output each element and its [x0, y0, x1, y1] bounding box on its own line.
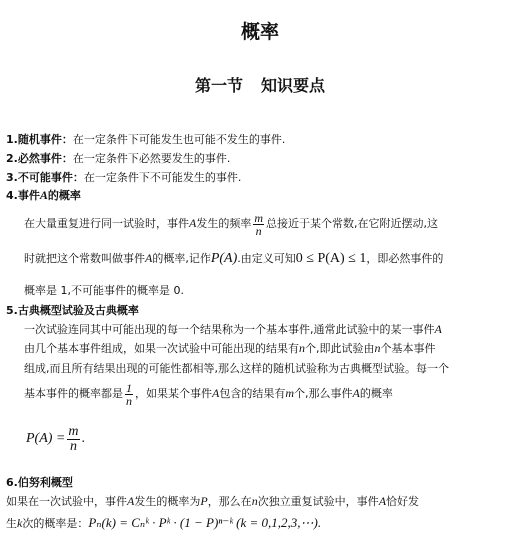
- text: 发生的概率为: [134, 495, 201, 508]
- text: ，如果某个事件: [135, 387, 212, 400]
- section-name: 知识要点: [261, 76, 326, 95]
- denominator: n: [126, 393, 132, 408]
- math-inequality: 0 ≤ P(A) ≤ 1: [295, 251, 367, 266]
- math-var: A: [434, 322, 442, 336]
- item4-heading: [6, 187, 81, 203]
- math-var: n: [299, 341, 305, 355]
- math-var: n: [374, 341, 381, 355]
- item-impossible-event: [6, 169, 241, 185]
- item-number: 2.: [6, 152, 18, 165]
- item4-line3: 概率是 1,不可能事件的概率是 0.: [24, 284, 184, 297]
- numerator: 1: [126, 380, 132, 395]
- item5-line2: [24, 340, 436, 356]
- item-number: 5.: [6, 304, 18, 317]
- math-var: A: [352, 386, 360, 400]
- text: 个,那么事件: [294, 387, 353, 400]
- item6-line1: [6, 493, 419, 509]
- page-title: 概率: [240, 21, 279, 43]
- text: 包含的结果有: [219, 387, 286, 400]
- text: .由定义可知: [237, 252, 296, 265]
- text: 恰好发: [386, 495, 420, 508]
- text: 的概率: [359, 387, 393, 400]
- text: 一次试验连同其中可能出现的每一个结果称为一个基本事件,通常此试验中的某一事件: [24, 323, 435, 336]
- text: 在大量重复进行同一试验时，事件: [24, 217, 189, 230]
- math-var: m: [285, 386, 295, 400]
- item-random-event: [6, 131, 285, 147]
- formula-fraction: [67, 425, 79, 454]
- item-text: 在一定条件下不可能发生的事件.: [83, 171, 242, 184]
- item-heading: 不可能事件：: [17, 171, 84, 184]
- item-certain-event: [6, 150, 230, 166]
- heading-text: 古典概型试验及古典概率: [17, 304, 139, 317]
- text: 个基本事件: [380, 342, 436, 355]
- math-var: P: [200, 494, 208, 508]
- bernoulli-formula: Pₙ(k) = Cₙᵏ · Pᵏ · (1 − P)ⁿ⁻ᵏ (k = 0,1,2,3,⋯).: [88, 515, 322, 530]
- item5-heading: [6, 302, 139, 318]
- item-number: 4.: [6, 189, 18, 202]
- heading-text: 的概率: [47, 189, 81, 202]
- probability-fraction: [125, 382, 133, 407]
- math-var: A: [189, 216, 197, 230]
- item-heading: 必然事件：: [17, 152, 73, 165]
- heading-text: 事件: [17, 189, 40, 202]
- math-var: n: [251, 494, 258, 508]
- text: 的概率,记作: [152, 252, 211, 265]
- text: 个,即此试验由: [305, 342, 375, 355]
- text: 如果在一次试验中，事件: [6, 495, 127, 508]
- item-heading: 随机事件：: [17, 133, 73, 146]
- text: 发生的频率: [196, 217, 252, 230]
- item5-line4: [24, 378, 393, 409]
- classical-probability-formula: [26, 421, 85, 457]
- numerator: m: [254, 210, 264, 225]
- item-number: 1.: [6, 133, 18, 146]
- math-var: A: [212, 386, 220, 400]
- math-expression: P(A): [210, 251, 238, 266]
- item-text: 在一定条件下可能发生也可能不发生的事件.: [72, 133, 286, 146]
- numerator: m: [68, 423, 79, 439]
- item4-line1: [24, 208, 438, 239]
- text: 次的概率是：: [22, 517, 89, 530]
- denominator: n: [69, 438, 77, 454]
- item5-line1: [24, 321, 442, 337]
- text: ，即必然事件的: [366, 252, 444, 265]
- math-var: A: [39, 188, 48, 202]
- item6-line2: [6, 515, 321, 531]
- item-number: 3.: [6, 171, 18, 184]
- item-text: 在一定条件下必然要发生的事件.: [72, 152, 231, 165]
- item6-heading: [6, 474, 73, 490]
- text: 生: [6, 517, 17, 530]
- text: 基本事件的概率都是: [24, 387, 123, 400]
- text: 时就把这个常数叫做事件: [24, 252, 145, 265]
- item4-line2: [24, 250, 443, 267]
- math-var: A: [127, 494, 135, 508]
- math-var: A: [145, 251, 153, 265]
- text: 次独立重复试验中，事件: [257, 495, 379, 508]
- formula-end: .: [81, 431, 85, 446]
- item-number: 6.: [6, 476, 18, 489]
- math-var: k: [17, 516, 23, 530]
- section-number: 第一节: [194, 76, 243, 95]
- text: 总接近于某个常数,在它附近摆动,这: [266, 217, 439, 230]
- formula-lhs: P(A) =: [26, 431, 66, 446]
- text: 由几个基本事件组成，如果一次试验中可能出现的结果有: [24, 342, 299, 355]
- text: ，那么在: [207, 495, 252, 508]
- heading-text: 伯努利概型: [17, 476, 73, 489]
- denominator: n: [255, 223, 262, 238]
- section-title: [0, 73, 520, 96]
- math-var: A: [378, 494, 387, 508]
- item5-line3: 组成,而且所有结果出现的可能性都相等,那么这样的随机试验称为古典概型试验。每一个: [24, 362, 449, 375]
- frequency-fraction: [253, 212, 264, 237]
